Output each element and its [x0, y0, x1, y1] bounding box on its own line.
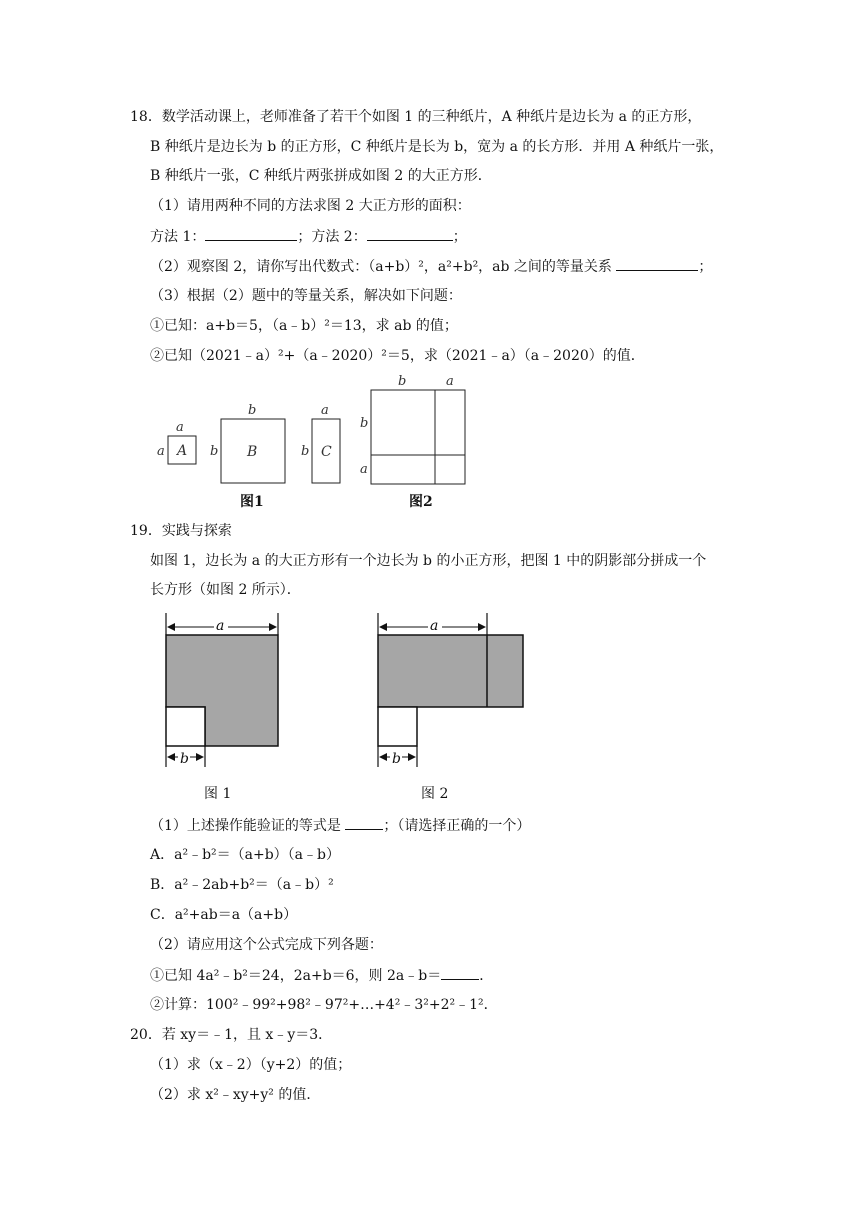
- fig2-shape: [378, 613, 523, 767]
- method-end: ；: [452, 229, 467, 245]
- q18-figure: [140, 370, 480, 515]
- q19-fig2-label-b: b: [392, 751, 401, 767]
- q18-part1: （1）请用两种不同的方法求图 2 大正方形的面积：: [150, 198, 471, 214]
- q20-part1: （1）求（x﹣2）（y+2）的值；: [150, 1057, 352, 1073]
- q18-line1: 18．数学活动课上，老师准备了若干个如图 1 的三种纸片，A 种纸片是边长为 a 的正方形，: [130, 109, 702, 125]
- label-a-top: a: [176, 420, 184, 435]
- method1-label: 方法 1：: [150, 229, 206, 245]
- q18-line2: B 种纸片是边长为 b 的正方形，C 种纸片是长为 b，宽为 a 的长方形．并用 A 种纸片一张，: [150, 139, 724, 155]
- method1-blank[interactable]: [205, 226, 297, 241]
- q18-sub1: ①已知：a+b＝5，（a﹣b）²＝13，求 ab 的值；: [150, 318, 458, 334]
- label-c-left: b: [301, 444, 310, 459]
- q19-line1: 如图 1，边长为 a 的大正方形有一个边长为 b 的小正方形，把图 1 中的阴影部分拼成一个: [150, 553, 707, 569]
- q19-sub1-text: ①已知 4a²﹣b²＝24，2a+b＝6，则 2a﹣b＝: [150, 968, 442, 984]
- q19-fig2-caption: 图 2: [421, 786, 449, 802]
- q19-fig1-label-b: b: [180, 751, 189, 767]
- q19-sub2: ②计算：100²﹣99²+98²﹣97²+…+4²﹣3²+2²﹣1²．: [150, 997, 498, 1013]
- q19-sub1: [150, 965, 493, 986]
- q19-part1-text: （1）上述操作能验证的等式是: [150, 818, 341, 834]
- q19-sub1-blank[interactable]: [441, 965, 479, 980]
- fig2-small-square: [378, 707, 417, 746]
- label-b-top: b: [248, 403, 257, 418]
- q19-option-a: A．a²﹣b²＝（a+b）（a﹣b）: [150, 847, 340, 863]
- q19-option-c: C．a²+ab＝a（a+b）: [150, 907, 298, 923]
- fig2-label-b-top: b: [398, 374, 407, 389]
- tile-label-c: C: [321, 444, 332, 460]
- q18-methods: [150, 226, 467, 247]
- q18-line3: B 种纸片一张，C 种纸片两张拼成如图 2 的大正方形．: [150, 168, 492, 184]
- method-sep: ；方法 2：: [297, 229, 367, 245]
- q18-part3: （3）根据（2）题中的等量关系，解决如下问题：: [150, 288, 462, 304]
- label-c-top: a: [321, 403, 329, 418]
- q18-part2: [150, 256, 712, 277]
- q19-figure: [150, 605, 550, 805]
- method2-blank[interactable]: [367, 226, 453, 241]
- part2-end: ；: [698, 259, 713, 275]
- q19-part2: （2）请应用这个公式完成下列各题：: [150, 937, 383, 953]
- fig1-small-square: [166, 707, 205, 746]
- q19-fig2-label-a: a: [430, 618, 439, 634]
- part2-blank[interactable]: [616, 256, 698, 271]
- label-b-left: b: [210, 444, 219, 459]
- q19-title: 19．实践与探索: [130, 523, 232, 539]
- fig2-label-a-top: a: [446, 374, 454, 389]
- big-square: [371, 390, 465, 484]
- q19-sub1-end: ．: [479, 968, 494, 984]
- tile-label-b: B: [247, 444, 258, 460]
- q18-sub2: ②已知（2021﹣a）²+（a﹣2020）²＝5，求（2021﹣a）（a﹣2020）的值．: [150, 348, 645, 364]
- q19-fig1-label-a: a: [216, 618, 225, 634]
- q19-part1-blank[interactable]: [345, 815, 383, 830]
- tile-label-a: A: [177, 443, 188, 459]
- fig2-label-a-left: a: [360, 462, 368, 477]
- part2-text: （2）观察图 2，请你写出代数式：（a+b）²，a²+b²，ab 之间的等量关系: [150, 259, 612, 275]
- fig2-long-rect: [378, 635, 523, 707]
- fig2-caption: 图2: [409, 494, 433, 510]
- q19-option-b: B．a²﹣2ab+b²＝（a﹣b）²: [150, 877, 334, 893]
- fig2-label-b-left: b: [360, 416, 369, 431]
- fig1-caption: 图1: [240, 494, 264, 510]
- q19-fig1-caption: 图 1: [204, 786, 232, 802]
- q19-part1: [150, 815, 530, 836]
- q19-line2: 长方形（如图 2 所示）．: [150, 582, 301, 598]
- q19-part1-end: ；（请选择正确的一个）: [383, 818, 531, 834]
- fig1-shape: [166, 613, 278, 767]
- label-a-left: a: [157, 444, 165, 459]
- q20-part2: （2）求 x²﹣xy+y² 的值．: [150, 1087, 321, 1103]
- q20-line1: 20．若 xy＝﹣1，且 x﹣y＝3．: [130, 1027, 333, 1043]
